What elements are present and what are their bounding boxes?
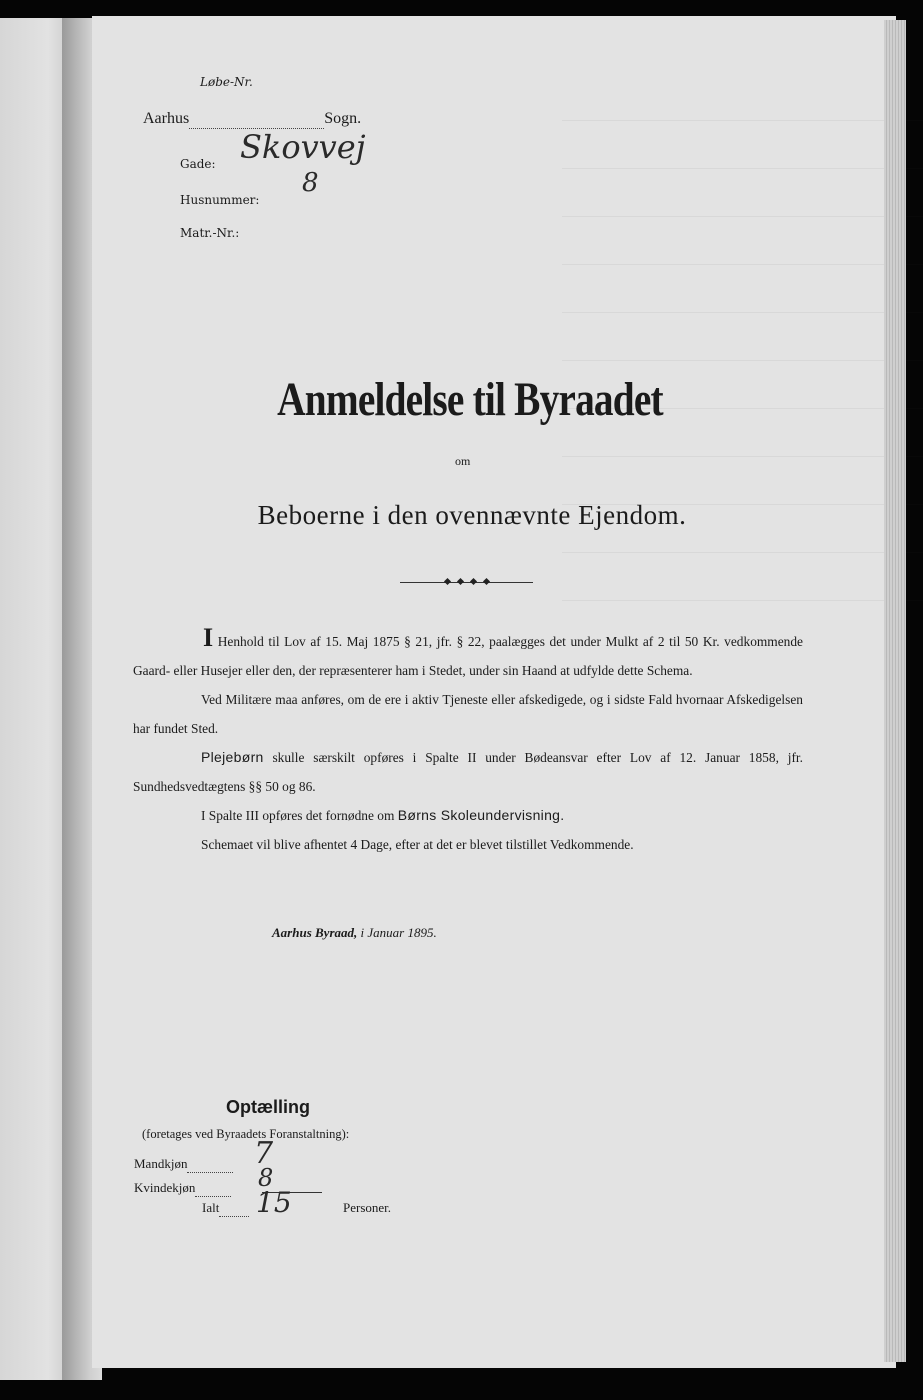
ialt-label: Ialt	[202, 1200, 220, 1215]
sogn-label: Sogn.	[324, 110, 362, 127]
gade-value: Skovvej	[240, 128, 366, 166]
dropcap: I	[203, 623, 214, 652]
instruction-p4-text: I Spalte III opføres det fornødne om	[201, 808, 395, 823]
signature-body: Aarhus Byraad,	[272, 925, 358, 940]
instruction-p4	[133, 801, 803, 830]
kvindekjon-value: 8	[258, 1164, 274, 1192]
instruction-p1-text: Henhold til Lov af 15. Maj 1875 § 21, jfr. § 22, paalægges det under Mulkt af 2 til 50 Kr. vedkommende Gaard- eller Husejer eller den, der repræsenterer ham i Stedet, under sin Haand at udfylde dette Schema.	[133, 634, 803, 678]
husnummer-value: 8	[302, 168, 319, 198]
instruction-p3-text: skulle særskilt opføres i Spalte II under Bødeansvar efter Lov af 12. Januar 1858, jfr. Sundhedsvedtægtens §§ 50 og 86.	[133, 750, 803, 794]
signature-date: i Januar 1895.	[360, 925, 437, 940]
instruction-p2: Ved Militære maa anføres, om de ere i aktiv Tjeneste eller afskedigede, og i sidste Fald hvornaar Afskedigelsen har fundet Sted.	[133, 692, 803, 736]
title-wrap	[130, 372, 810, 427]
kvindekjon-dots	[195, 1180, 231, 1197]
mandkjon-row	[134, 1156, 233, 1173]
count-heading: Optælling	[226, 1097, 310, 1117]
instruction-p1	[133, 623, 803, 685]
plejeborn-emph: Plejebørn	[201, 749, 264, 765]
page-stack-edge	[884, 20, 906, 1362]
gade-label: Gade:	[180, 157, 216, 171]
personer-label: Personer.	[343, 1200, 392, 1215]
page-subtitle: Beboerne i den ovennævnte Ejendom.	[257, 500, 687, 530]
om-label: om	[455, 454, 471, 468]
mandkjon-value: 7	[254, 1136, 274, 1171]
sogn-dotted-line	[189, 110, 324, 129]
kvindekjon-row	[134, 1180, 231, 1197]
skoleundervisning-emph: Børns Skoleundervisning.	[397, 807, 565, 823]
mandkjon-label: Mandkjøn	[134, 1156, 188, 1171]
husnummer-label: Husnummer:	[180, 193, 260, 207]
city-label: Aarhus	[143, 110, 190, 127]
ornament-rule	[400, 582, 533, 583]
mandkjon-dots	[187, 1156, 233, 1173]
instruction-p5: Schemaet vil blive afhentet 4 Dage, efter at det er blevet tilstillet Vedkommende.	[201, 837, 634, 852]
matr-nr-label: Matr.-Nr.:	[180, 226, 240, 240]
page-title: Anmeldelse til Byraadet	[277, 373, 663, 426]
instructions	[133, 623, 803, 859]
sogn-line	[143, 110, 361, 129]
count-note: (foretages ved Byraadets Foranstaltning):	[142, 1127, 350, 1141]
kvindekjon-label: Kvindekjøn	[134, 1180, 196, 1195]
ialt-dots	[219, 1200, 249, 1217]
signature	[272, 925, 437, 941]
loebe-nr-label: Løbe-Nr.	[200, 75, 253, 89]
instruction-p3	[133, 743, 803, 801]
ialt-value: 15	[256, 1186, 292, 1219]
ialt-row	[202, 1200, 249, 1217]
